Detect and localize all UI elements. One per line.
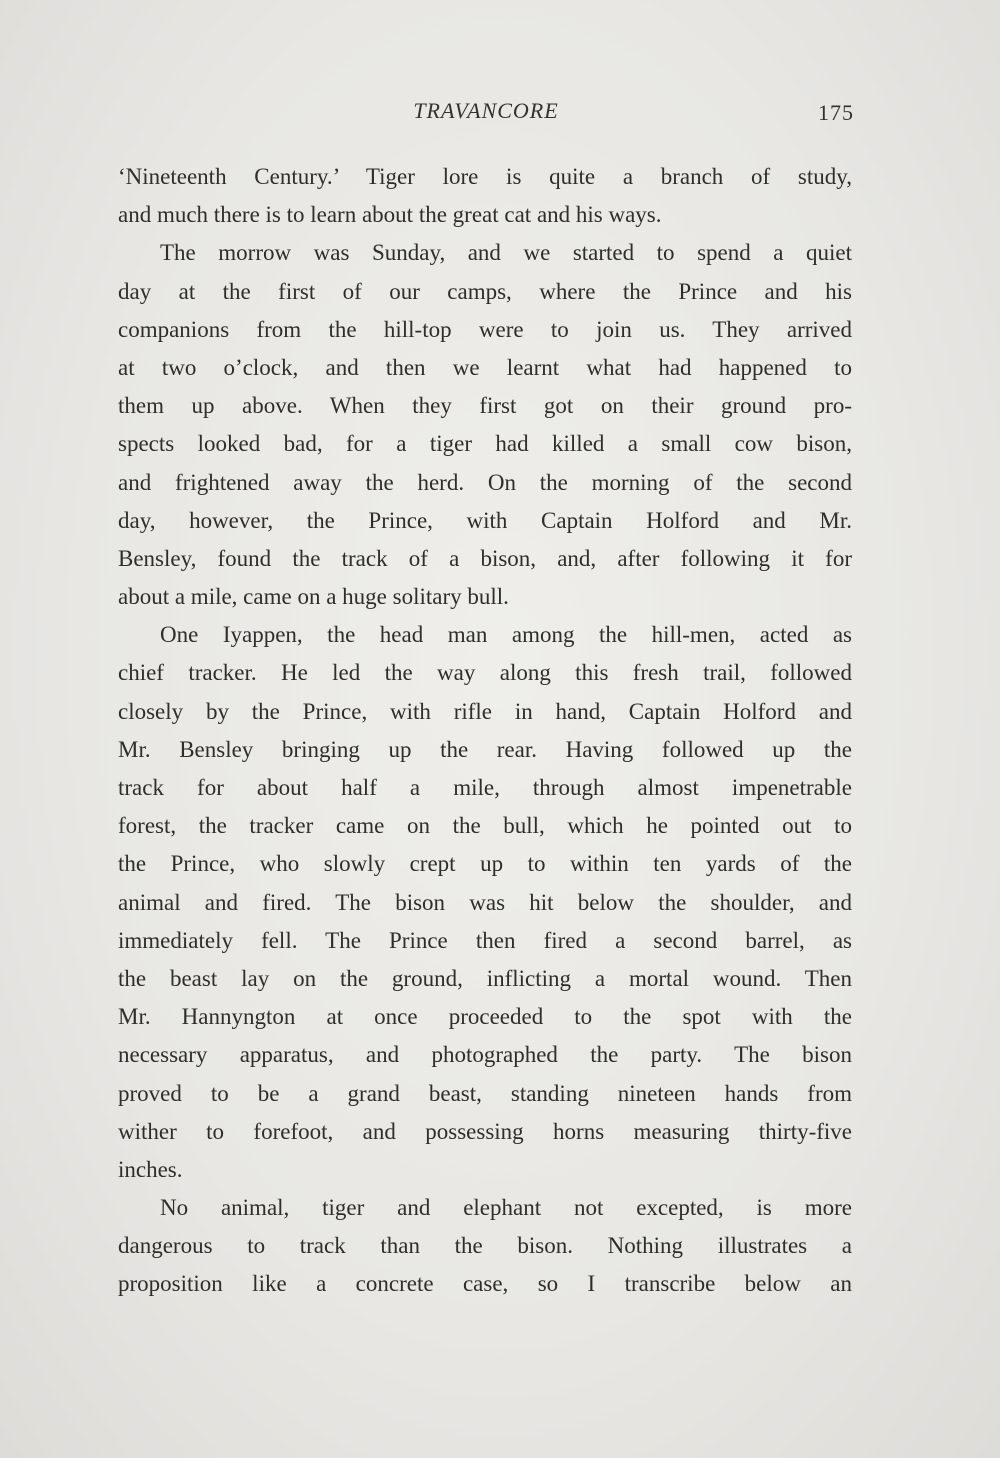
page-header xyxy=(118,98,854,134)
text-line: the beast lay on the ground, inflicting a mortal wound. Then xyxy=(118,965,852,991)
text-line: animal and fired. The bison was hit below the shoulder, and xyxy=(118,889,852,915)
page-number: 175 xyxy=(818,100,854,125)
text-line: wither to forefoot, and possessing horns measuring thirty-five xyxy=(118,1118,852,1144)
text-line: proved to be a grand beast, standing nineteen hands from xyxy=(118,1080,852,1106)
text-line: inches. xyxy=(118,1156,183,1182)
text-line: and frightened away the herd. On the morning of the second xyxy=(118,469,852,495)
running-head: TRAVANCORE xyxy=(413,98,559,123)
text-line: about a mile, came on a huge solitary bull. xyxy=(118,584,509,610)
text-line: day at the first of our camps, where the Prince and his xyxy=(118,278,852,304)
text-line: One Iyappen, the head man among the hill-men, acted as xyxy=(160,622,852,648)
text-line: them up above. When they first got on their ground pro- xyxy=(118,393,852,419)
text-line: chief tracker. He led the way along this fresh trail, followed xyxy=(118,660,852,686)
text-line: dangerous to track than the bison. Nothing illustrates a xyxy=(118,1233,852,1259)
text-line: companions from the hill-top were to join us. They arrived xyxy=(118,316,852,342)
text-line: the Prince, who slowly crept up to within ten yards of the xyxy=(118,851,852,877)
text-line: and much there is to learn about the great cat and his ways. xyxy=(118,202,662,228)
body-text xyxy=(118,158,852,1304)
text-line: ‘Nineteenth Century.’ Tiger lore is quite a branch of study, xyxy=(118,164,852,189)
text-line: track for about half a mile, through almost impenetrable xyxy=(118,775,852,800)
text-line: at two o’clock, and then we learnt what had happened to xyxy=(118,354,852,380)
text-line: No animal, tiger and elephant not excepted, is more xyxy=(160,1195,852,1221)
text-line: Mr. Hannyngton at once proceeded to the spot with the xyxy=(118,1004,852,1030)
text-line: necessary apparatus, and photographed the party. The bison xyxy=(118,1042,852,1068)
text-line: day, however, the Prince, with Captain Holford and Mr. xyxy=(118,507,852,533)
text-line: Bensley, found the track of a bison, and, after following it for xyxy=(118,545,852,571)
text-line: immediately fell. The Prince then fired a second barrel, as xyxy=(118,927,852,953)
text-line: spects looked bad, for a tiger had killed a small cow bison, xyxy=(118,431,852,457)
text-line: forest, the tracker came on the bull, which he pointed out to xyxy=(118,813,852,839)
text-line: proposition like a concrete case, so I transcribe below an xyxy=(118,1271,852,1297)
text-line: closely by the Prince, with rifle in hand, Captain Holford and xyxy=(118,698,852,724)
text-line: The morrow was Sunday, and we started to spend a quiet xyxy=(160,240,852,266)
text-line: Mr. Bensley bringing up the rear. Having followed up the xyxy=(118,736,852,762)
